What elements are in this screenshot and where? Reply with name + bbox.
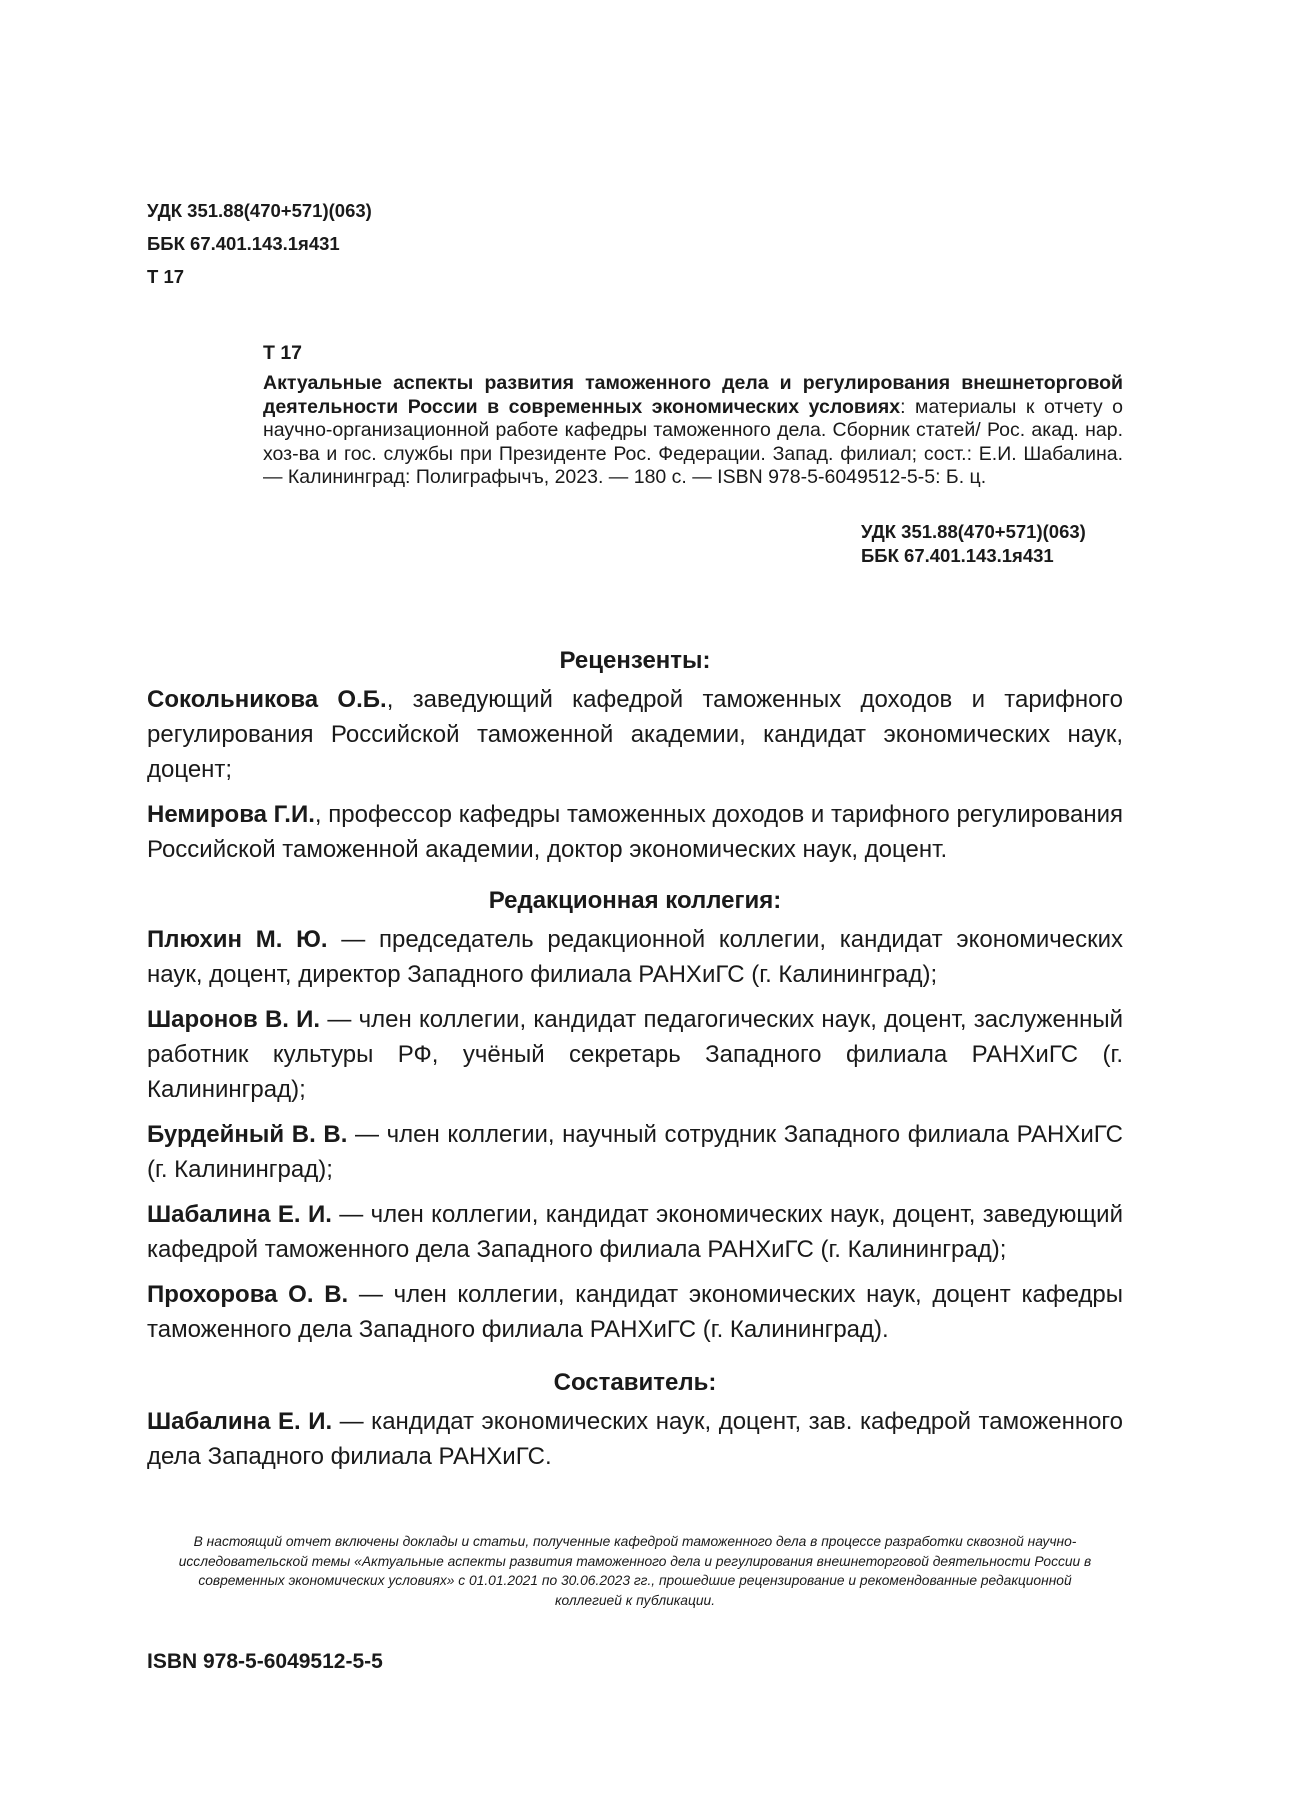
board-member-text: — член коллегии, кандидат педагогических наук, доцент, заслуженный работник культуры РФ, учёный секретарь Западного филиала РАНХиГС (г. Калининград); [147,1006,1123,1103]
board-member-text: — член коллегии, научный сотрудник Западного филиала РАНХиГС (г. Калининград); [147,1121,1123,1183]
classification-header [147,202,372,301]
board-title: Редакционная коллегия: [488,887,782,914]
board-member-text: — член коллегии, кандидат экономических наук, доцент, заведующий кафедрой таможенного дела Западного филиала РАНХиГС (г. Калининград); [147,1201,1123,1263]
editorial-board-section [147,883,1123,1357]
board-member-name: Шаронов В. И. [147,1006,321,1033]
board-member-name: Бурдейный В. В. [147,1121,348,1148]
entry-details: : материалы к отчету о научно-организационной работе кафедры таможенного дела. Сборник статей/ Рос. акад. нар. хоз-ва и гос. службы при Президенте Рос. Федерации. Запад. филиал; сост.: Е.И. Шабалина. — Калининград: Полиграфычъ, 2023. — 180 с. — ISBN 978-5-6049512-5-5: Б. ц. [263,395,1123,489]
publication-note: В настоящий отчет включены доклады и статьи, полученные кафедрой таможенного дела в процессе разработки сквозной научно-исследовательской темы «Актуальные аспекты развития таможенного дела и регулирования внешнеторговой деятельности России в современных экономических условиях» с 01.01.2021 по 30.06.2023 гг., прошедшие рецензирование и рекомендованные редакционной коллегией к публикации. [178,1534,1092,1608]
board-member-name: Прохорова О. В. [147,1281,349,1308]
reviewer-text: , заведующий кафедрой таможенных доходов и тарифного регулирования Российской таможенной академии, кандидат экономических наук, доцент; [147,686,1124,783]
entry-author-mark: Т 17 [263,342,303,364]
author-mark: Т 17 [147,266,185,287]
compiler-item [147,1404,1123,1474]
bibliographic-entry [263,342,1123,489]
board-member-name: Плюхин М. Ю. [147,926,328,953]
udk-code: УДК 351.88(470+571)(063) [147,200,372,221]
compiler-title: Составитель: [553,1369,717,1396]
board-member [147,1197,1123,1267]
board-member-text: — член коллегии, кандидат экономических наук, доцент кафедры таможенного дела Западного филиала РАНХиГС (г. Калининград). [147,1281,1123,1343]
reviewers-title: Рецензенты: [559,647,711,674]
reviewer-item [147,682,1123,787]
compiler-text: — кандидат экономических наук, доцент, зав. кафедрой таможенного дела Западного филиала РАНХиГС. [147,1408,1123,1470]
entry-bbk: ББК 67.401.143.1я431 [861,545,1054,566]
board-member [147,1277,1123,1347]
isbn: ISBN 978-5-6049512-5-5 [147,1650,383,1673]
entry-description [263,372,1123,489]
board-member-text: — председатель редакционной коллегии, кандидат экономических наук, доцент, директор Западного филиала РАНХиГС (г. Калининград); [147,926,1124,988]
board-member [147,1002,1123,1107]
entry-udk: УДК 351.88(470+571)(063) [861,521,1086,542]
bbk-code: ББК 67.401.143.1я431 [147,233,340,254]
reviewer-name: Немирова Г.И. [147,801,315,828]
entry-title: Актуальные аспекты развития таможенного дела и регулирования внешнеторговой деятельности России в современных экономических условиях [263,372,1123,418]
reviewers-section [147,643,1123,877]
board-member-name: Шабалина Е. И. [147,1201,332,1228]
compiler-name: Шабалина Е. И. [147,1408,333,1435]
reviewer-name: Сокольникова О.Б. [147,686,387,713]
entry-classification [861,520,1086,568]
reviewer-item [147,797,1123,867]
reviewer-text: , профессор кафедры таможенных доходов и тарифного регулирования Российской таможенной академии, доктор экономических наук, доцент. [147,801,1123,863]
board-member [147,922,1123,992]
board-member [147,1117,1123,1187]
compiler-section [147,1365,1123,1484]
